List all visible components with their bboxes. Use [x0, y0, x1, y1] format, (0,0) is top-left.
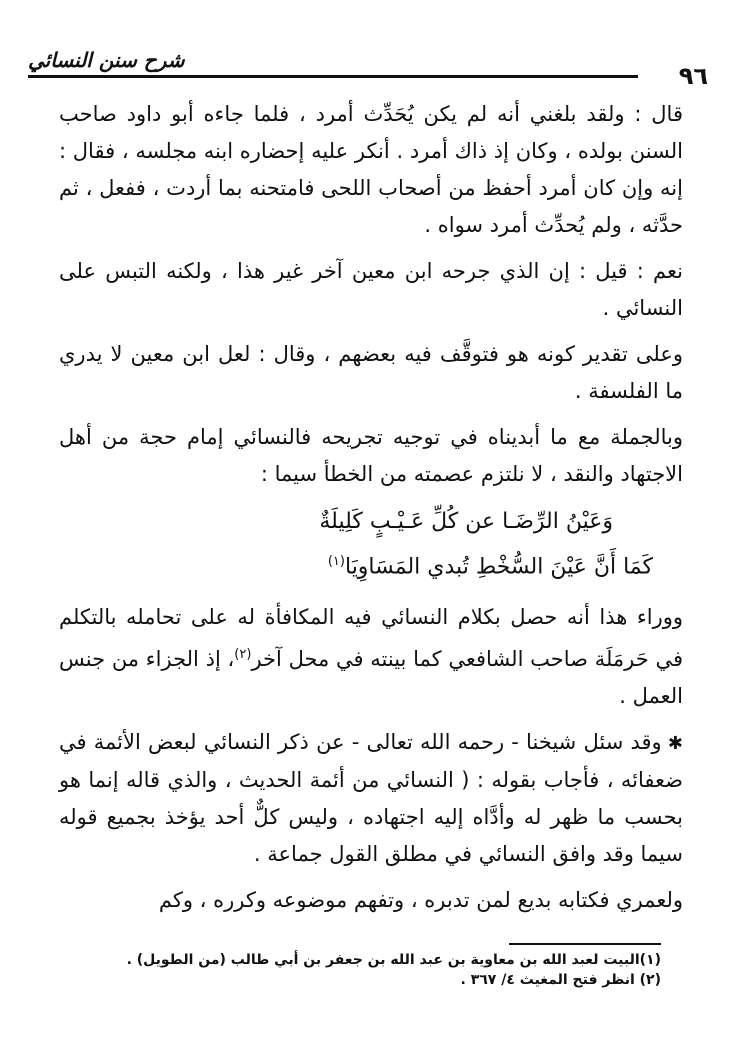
paragraph-2: نعم : قيل : إن الذي جرحه ابن معين آخر غير هذا ، ولكنه التبس على النسائي . — [59, 259, 683, 320]
verse-line-2 — [59, 542, 683, 587]
paragraph-5-part-a: ووراء هذا أنه حصل بكلام النسائي فيه المكافأة له على تحامله بالتكلم في حَرمَلَة صاحب الشافعي كما بينته في محل آخر — [59, 605, 684, 672]
footnote-1: (١)البيت لعبد الله بن معاوية بن عبد الله بن جعفر بن أبي طالب (من الطويل) . — [126, 952, 661, 968]
verse-line-2-text: كَمَا أَنَّ عَيْنَ السُّخْطِ تُبدي المَسَاوِيَا — [344, 554, 653, 580]
footnotes — [61, 950, 661, 990]
footnote-separator — [509, 943, 661, 945]
paragraph-3: وعلى تقدير كونه هو فتوقَّف فيه بعضهم ، وقال : لعل ابن معين لا يدري ما الفلسفة . — [59, 342, 683, 403]
paragraph-1: قال : ولقد بلغني أنه لم يكن يُحَدِّث أمرد ، فلما جاءه أبو داود صاحب السنن بولده ، وكان إذ ذاك أمرد . أنكر عليه إحضاره ابنه مجلسه ، فقال : إنه وإن كان أمرد أحفظ من أصحاب اللحى فامتحنه بما أردت ، ففعل ، ثم حدَّثه ، ولم يُحدِّث أمرد سواه . — [59, 102, 683, 237]
main-text — [59, 96, 683, 928]
running-title: شرح سنن النسائي — [28, 48, 185, 72]
footnote-ref-2: (٢) — [234, 647, 252, 663]
footnote-ref-1: (١) — [327, 554, 345, 569]
paragraph-5-part-b: ، إذ الجزاء من جنس العمل . — [59, 647, 683, 709]
paragraph-5 — [59, 599, 683, 715]
paragraph-7: ولعمري فكتابه بديع لمن تدبره ، وتفهم موضوعه وكرره ، وكم — [158, 888, 683, 913]
footnote-2: (٢) انظر فتح المغيث ٤/ ٣٦٧ . — [460, 972, 661, 988]
paragraph-4: وبالجملة مع ما أبديناه في توجيه تجريحه فالنسائي إمام حجة من أهل الاجتهاد والنقد ، لا نلتزم عصمته من الخطأ سيما : — [59, 425, 683, 486]
page-number: ٩٦ — [678, 62, 708, 90]
paragraph-6: ✱ وقد سئل شيخنا - رحمه الله تعالى - عن ذكر النسائي لبعض الأئمة في ضعفائه ، فأجاب بقوله : ( النسائي من أئمة الحديث ، والذي قاله إنما هو بحسب ما ظهر له وأدَّاه إليه اجتهاده ، وليس كلٌّ أحد يؤخذ بجميع قوله سيما وقد وافق النسائي في مطلق القول جماعة . — [59, 724, 683, 873]
verse-line-1: وَعَيْنُ الرِّضَـا عن كُلِّ عَـيْـبٍ كَلِيلَةٌ — [319, 509, 613, 534]
page-header — [28, 42, 708, 88]
header-rule — [28, 75, 638, 78]
